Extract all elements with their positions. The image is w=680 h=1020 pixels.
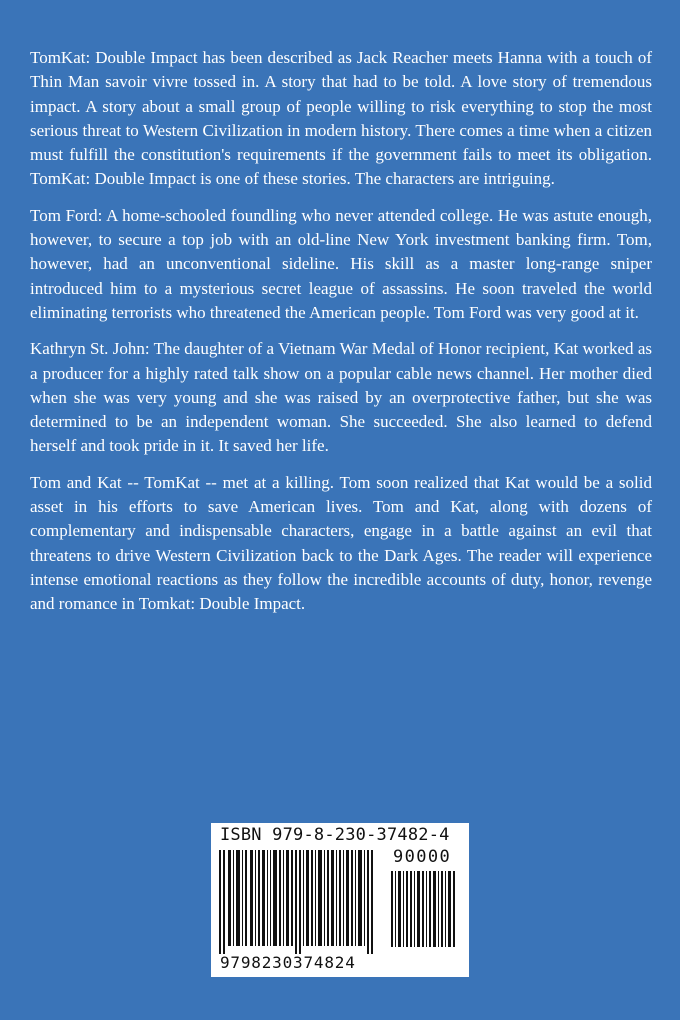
blurb-paragraph-tom-ford: Tom Ford: A home-schooled foundling who never attended college. He was astute enough, however, to secure a top job with an old-line New York investment banking firm. Tom, however, had an unconventional sideline. His skill as a master long-range sniper introduced him to a mysterious secret league of assassins. He soon traveled the world eliminating terrorists who threatened the American people. Tom Ford was very good at it. <box>30 205 652 322</box>
isbn-label: ISBN 979-8-230-37482-4 <box>220 825 450 845</box>
blurb-paragraph-intro: TomKat: Double Impact has been described as Jack Reacher meets Hanna with a touch of Thin Man savoir vivre tossed in. A story that had to be told. A love story of tremendous impact. A story about a small group of people willing to risk everything to stop the most serious threat to Western Civilization in modern history. There comes a time when a citizen must fulfill the constitution's requirements if the government fails to meet its obligation. TomKat: Double Impact is one of these stories. The characters are intriguing. <box>30 48 652 189</box>
ean-barcode-bars <box>219 850 379 954</box>
addon-barcode-bars <box>391 871 457 947</box>
blurb-paragraph-tomkat: Tom and Kat -- TomKat -- met at a killing. Tom soon realized that Kat would be a solid asset in his efforts to save American lives. Tom and Kat, along with dozens of complementary and indispensable characters, engage in a battle against an evil that threatens to drive Western Civilization back to the Dark Ages. The reader will experience intense emotional reactions as they follow the incredible accounts of duty, honor, revenge and romance in Tomkat: Double Impact. <box>30 472 652 614</box>
isbn-barcode <box>211 823 469 977</box>
book-blurb <box>30 46 652 629</box>
ean-digits: 9798230374824 <box>220 953 356 972</box>
price-code: 90000 <box>393 847 452 867</box>
blurb-paragraph-kathryn: Kathryn St. John: The daughter of a Vietnam War Medal of Honor recipient, Kat worked as a producer for a highly rated talk show on a popular cable news channel. Her mother died when she was very young and she was raised by an overprotective father, but she was determined to be an independent woman. She succeeded. She also learned to defend herself and took pride in it. It saved her life. <box>30 339 652 456</box>
